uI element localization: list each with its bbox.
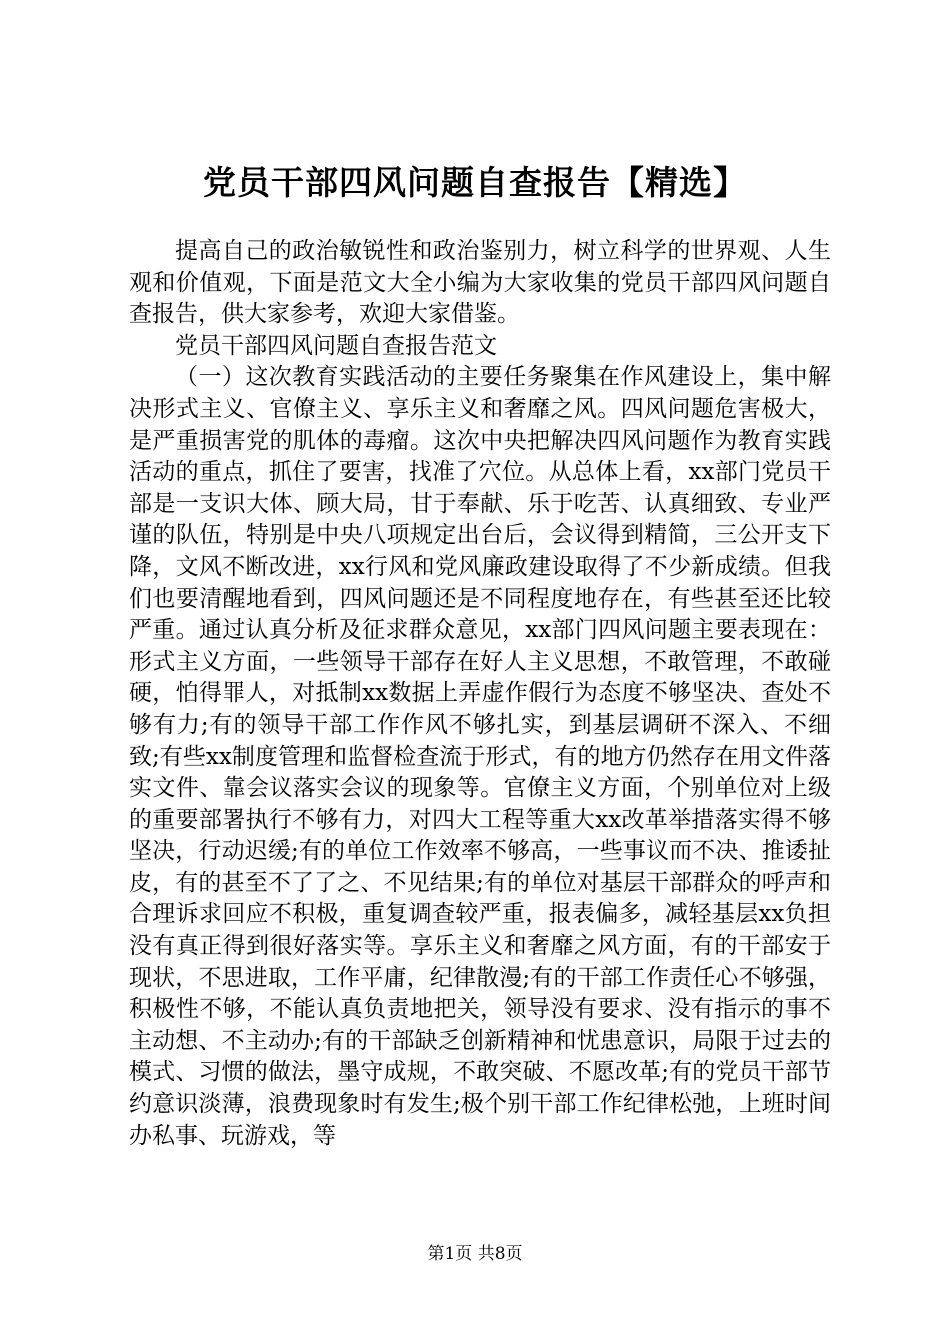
section-subtitle: 党员干部四风问题自查报告范文 (175, 332, 497, 359)
intro-paragraph: 提高自己的政治敏锐性和政治鉴别力，树立科学的世界观、人生观和价值观，下面是范文大全小编为大家收集的党员干部四风问题自查报告，供大家参考，欢迎大家借鉴。 (129, 238, 831, 328)
section-1-paragraph: （一）这次教育实践活动的主要任务聚集在作风建设上，集中解决形式主义、官僚主义、享乐主义和奢靡之风。四风问题危害极大，是严重损害党的肌体的毒瘤。这次中央把解决四风问题作为教育实践活动的重点，抓住了要害，找准了穴位。从总体上看，xx部门党员干部是一支识大体、顾大局，甘于奉献、乐于吃苦、认真细致、专业严谨的队伍，特别是中央八项规定出台后，会议得到精简，三公开支下降，文风不断改进，xx行风和党风廉政建设取得了不少新成绩。但我们也要清醒地看到，四风问题还是不同程度地存在，有些甚至还比较严重。通过认真分析及征求群众意见，xx部门四风问题主要表现在：形式主义方面，一些领导干部存在好人主义思想，不敢管理，不敢碰硬，怕得罪人，对抵制xx数据上弄虚作假行为态度不够坚决、查处不够有力;有的领导干部工作作风不够扎实，到基层调研不深入、不细致;有些xx制度管理和监督检查流于形式，有的地方仍然存在用文件落实文件、靠会议落实会议的现象等。官僚主义方面，个别单位对上级的重要部署执行不够有力，对四大工程等重大xx改革举措落实得不够坚决，行动迟缓;有的单位工作效率不够高，一些事议而不决、推诿扯皮，有的甚至不了了之、不见结果;有的单位对基层干部群众的呼声和合理诉求回应不积极，重复调查较严重，报表偏多，减轻基层xx负担没有真正得到很好落实等。享乐主义和奢靡之风方面，有的干部安于现状，不思进取，工作平庸，纪律散漫;有的干部工作责任心不够强，积极性不够，不能认真负责地把关，领导没有要求、没有指示的事不主动想、不主动办;有的干部缺乏创新精神和忧患意识，局限于过去的模式、习惯的做法，墨守成规，不敢突破、不愿改革;有的党员干部节约意识淡薄，浪费现象时有发生;极个别干部工作纪律松弛，上班时间办私事、玩游戏，等 (129, 364, 831, 1149)
page-number-footer: 第1页 共8页 (427, 1244, 523, 1264)
document-body (129, 236, 831, 1152)
document-title: 党员干部四风问题自查报告【精选】 (203, 163, 747, 202)
